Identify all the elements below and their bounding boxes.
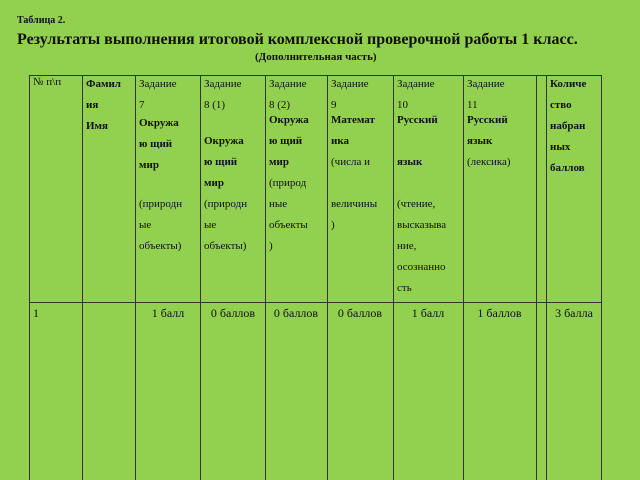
page-subtitle: (Дополнительная часть) (255, 51, 377, 63)
header-task7-subject: Окружа ю щий мир (139, 117, 179, 171)
header-task8-2-title: Задание 8 (2) (269, 78, 307, 111)
col-border (327, 75, 328, 480)
header-task8-2-subject: Окружа ю щий мир (269, 114, 309, 168)
col-border (463, 75, 464, 480)
row1-task10: 1 балл (411, 306, 445, 320)
col-border (265, 75, 266, 480)
table-caption: Таблица 2. (17, 15, 66, 26)
header-task7-title: Задание 7 (139, 78, 177, 111)
header-task10-detail: (чтение, высказыва ние, осознанно сть (397, 198, 447, 294)
header-task11-detail: (лексика) (467, 156, 511, 168)
header-task8-1-title: Задание 8 (1) (204, 78, 242, 111)
col-border (546, 75, 547, 480)
row1-num: 1 (33, 306, 39, 320)
header-total: Количе ство набран ных баллов (550, 78, 587, 174)
row1-total: 3 балла (555, 306, 593, 320)
row1-task8-2: 0 баллов (273, 306, 319, 320)
row1-task8-1: 0 баллов (210, 306, 256, 320)
header-task8-1-subject: Окружа ю щий мир (204, 135, 244, 189)
header-name: Фамил ия Имя (86, 78, 121, 132)
page-title: Результаты выполнения итоговой комплексной проверочной работы 1 класс. (17, 31, 578, 48)
col-border (200, 75, 201, 480)
row1-task9: 0 баллов (337, 306, 383, 320)
col-border (82, 75, 83, 480)
header-task10-title: Задание 10 (397, 78, 435, 111)
header-num: № п\п (33, 76, 62, 88)
header-row-divider (29, 302, 601, 303)
header-task8-1-detail: (природн ые объекты) (204, 198, 248, 252)
col-border (536, 75, 537, 480)
col-border (393, 75, 394, 480)
header-task7-detail: (природн ые объекты) (139, 198, 183, 252)
col-border (135, 75, 136, 480)
header-task9-detail: (числа и величины ) (331, 156, 378, 231)
header-task9-title: Задание 9 (331, 78, 369, 111)
row1-task11: 1 баллов (477, 306, 522, 320)
header-task11-subject: Русский язык (467, 114, 508, 147)
header-task8-2-detail: (природ ные объекты ) (269, 177, 308, 252)
header-task9-subject: Математ ика (331, 114, 375, 147)
col-border (29, 75, 30, 480)
col-border (601, 75, 602, 480)
row1-task7: 1 балл (151, 306, 185, 320)
header-task10-subject: Русский язык (397, 114, 438, 168)
header-task11-title: Задание 11 (467, 78, 505, 111)
